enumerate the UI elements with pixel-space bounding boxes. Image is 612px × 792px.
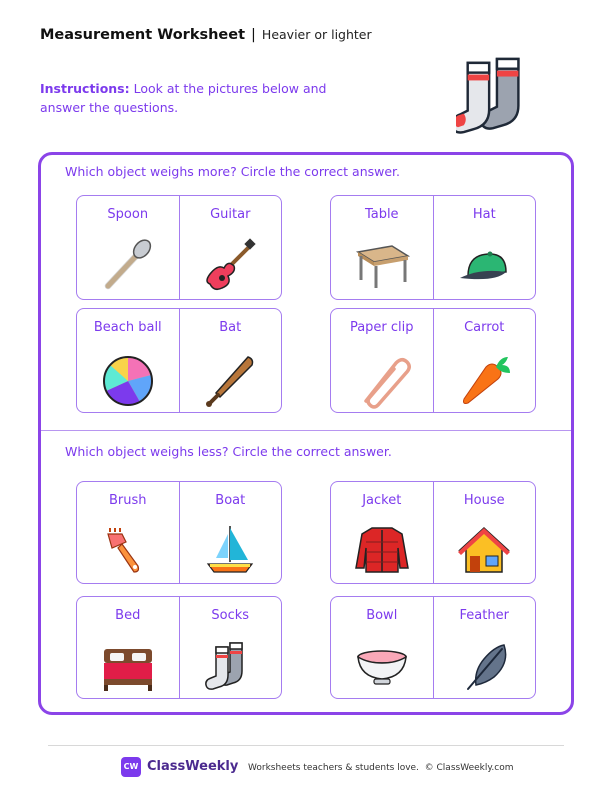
choice-guitar[interactable]	[179, 196, 282, 299]
house-icon	[454, 524, 514, 576]
choice-brush[interactable]	[77, 482, 179, 583]
pair-card	[330, 308, 536, 413]
choice-table[interactable]	[331, 196, 433, 299]
choice-label: Brush	[108, 493, 147, 508]
choice-jacket[interactable]	[331, 482, 433, 583]
instructions-label: Instructions:	[40, 81, 130, 96]
section-divider	[41, 430, 571, 431]
choice-label: Hat	[472, 207, 496, 222]
choice-label: Feather	[459, 608, 509, 623]
pair-card	[76, 308, 282, 413]
question-heavier: Which object weighs more? Circle the correct answer.	[65, 164, 401, 179]
choice-label: Bat	[219, 320, 242, 335]
paper-clip-icon	[352, 353, 412, 409]
choice-label: Socks	[211, 608, 250, 623]
brush-icon	[98, 526, 158, 578]
spoon-icon	[98, 238, 158, 294]
choice-bat[interactable]	[179, 309, 282, 412]
choice-label: Spoon	[107, 207, 149, 222]
pair-card	[330, 481, 536, 584]
pair-card	[76, 195, 282, 300]
choice-carrot[interactable]	[433, 309, 536, 412]
pair-card	[76, 481, 282, 584]
pair-card	[76, 596, 282, 699]
cap-icon	[454, 238, 514, 294]
brand-name: ClassWeekly	[147, 759, 239, 774]
socks-icon	[200, 641, 260, 693]
choice-label: Jacket	[362, 493, 402, 508]
choice-paper-clip[interactable]	[331, 309, 433, 412]
title-separator: |	[251, 27, 256, 43]
choice-label: Boat	[215, 493, 246, 508]
title-main: Measurement Worksheet	[40, 27, 246, 43]
copyright-text: © ClassWeekly.com	[424, 763, 514, 773]
choice-label: Carrot	[464, 320, 505, 335]
question-lighter: Which object weighs less? Circle the correct answer.	[65, 444, 392, 459]
choice-bed[interactable]	[77, 597, 179, 698]
choice-label: Table	[364, 207, 399, 222]
choice-label: Bed	[115, 608, 141, 623]
pair-card	[330, 596, 536, 699]
bowl-icon	[352, 645, 412, 697]
classweekly-logo-icon: CW	[121, 757, 141, 777]
choice-bowl[interactable]	[331, 597, 433, 698]
title-subtitle: Heavier or lighter	[261, 27, 372, 42]
choice-beach-ball[interactable]	[77, 309, 179, 412]
guitar-icon	[200, 238, 260, 294]
footer-divider	[48, 745, 564, 746]
jacket-icon	[352, 524, 412, 576]
instructions	[40, 79, 340, 117]
choice-label: House	[463, 493, 505, 508]
choice-hat[interactable]	[433, 196, 536, 299]
carrot-icon	[454, 353, 514, 409]
choice-boat[interactable]	[179, 482, 282, 583]
choice-label: Guitar	[210, 207, 251, 222]
worksheet-title	[40, 27, 372, 43]
choice-spoon[interactable]	[77, 196, 179, 299]
bat-icon	[200, 353, 260, 409]
feather-icon	[454, 641, 514, 693]
choice-label: Bowl	[366, 608, 398, 623]
choice-label: Paper clip	[349, 320, 414, 335]
bed-icon	[98, 641, 158, 693]
choice-house[interactable]	[433, 482, 536, 583]
choice-label: Beach ball	[93, 320, 162, 335]
socks-icon	[456, 52, 534, 142]
footer-tagline	[248, 763, 513, 773]
boat-icon	[200, 524, 260, 576]
table-icon	[352, 238, 412, 294]
pair-card	[330, 195, 536, 300]
choice-socks[interactable]	[179, 597, 282, 698]
choice-feather[interactable]	[433, 597, 536, 698]
beach-ball-icon	[98, 353, 158, 409]
tagline-text: Worksheets teachers & students love.	[248, 763, 419, 773]
instructions-text: Look at the pictures below and answer the questions.	[40, 81, 327, 115]
